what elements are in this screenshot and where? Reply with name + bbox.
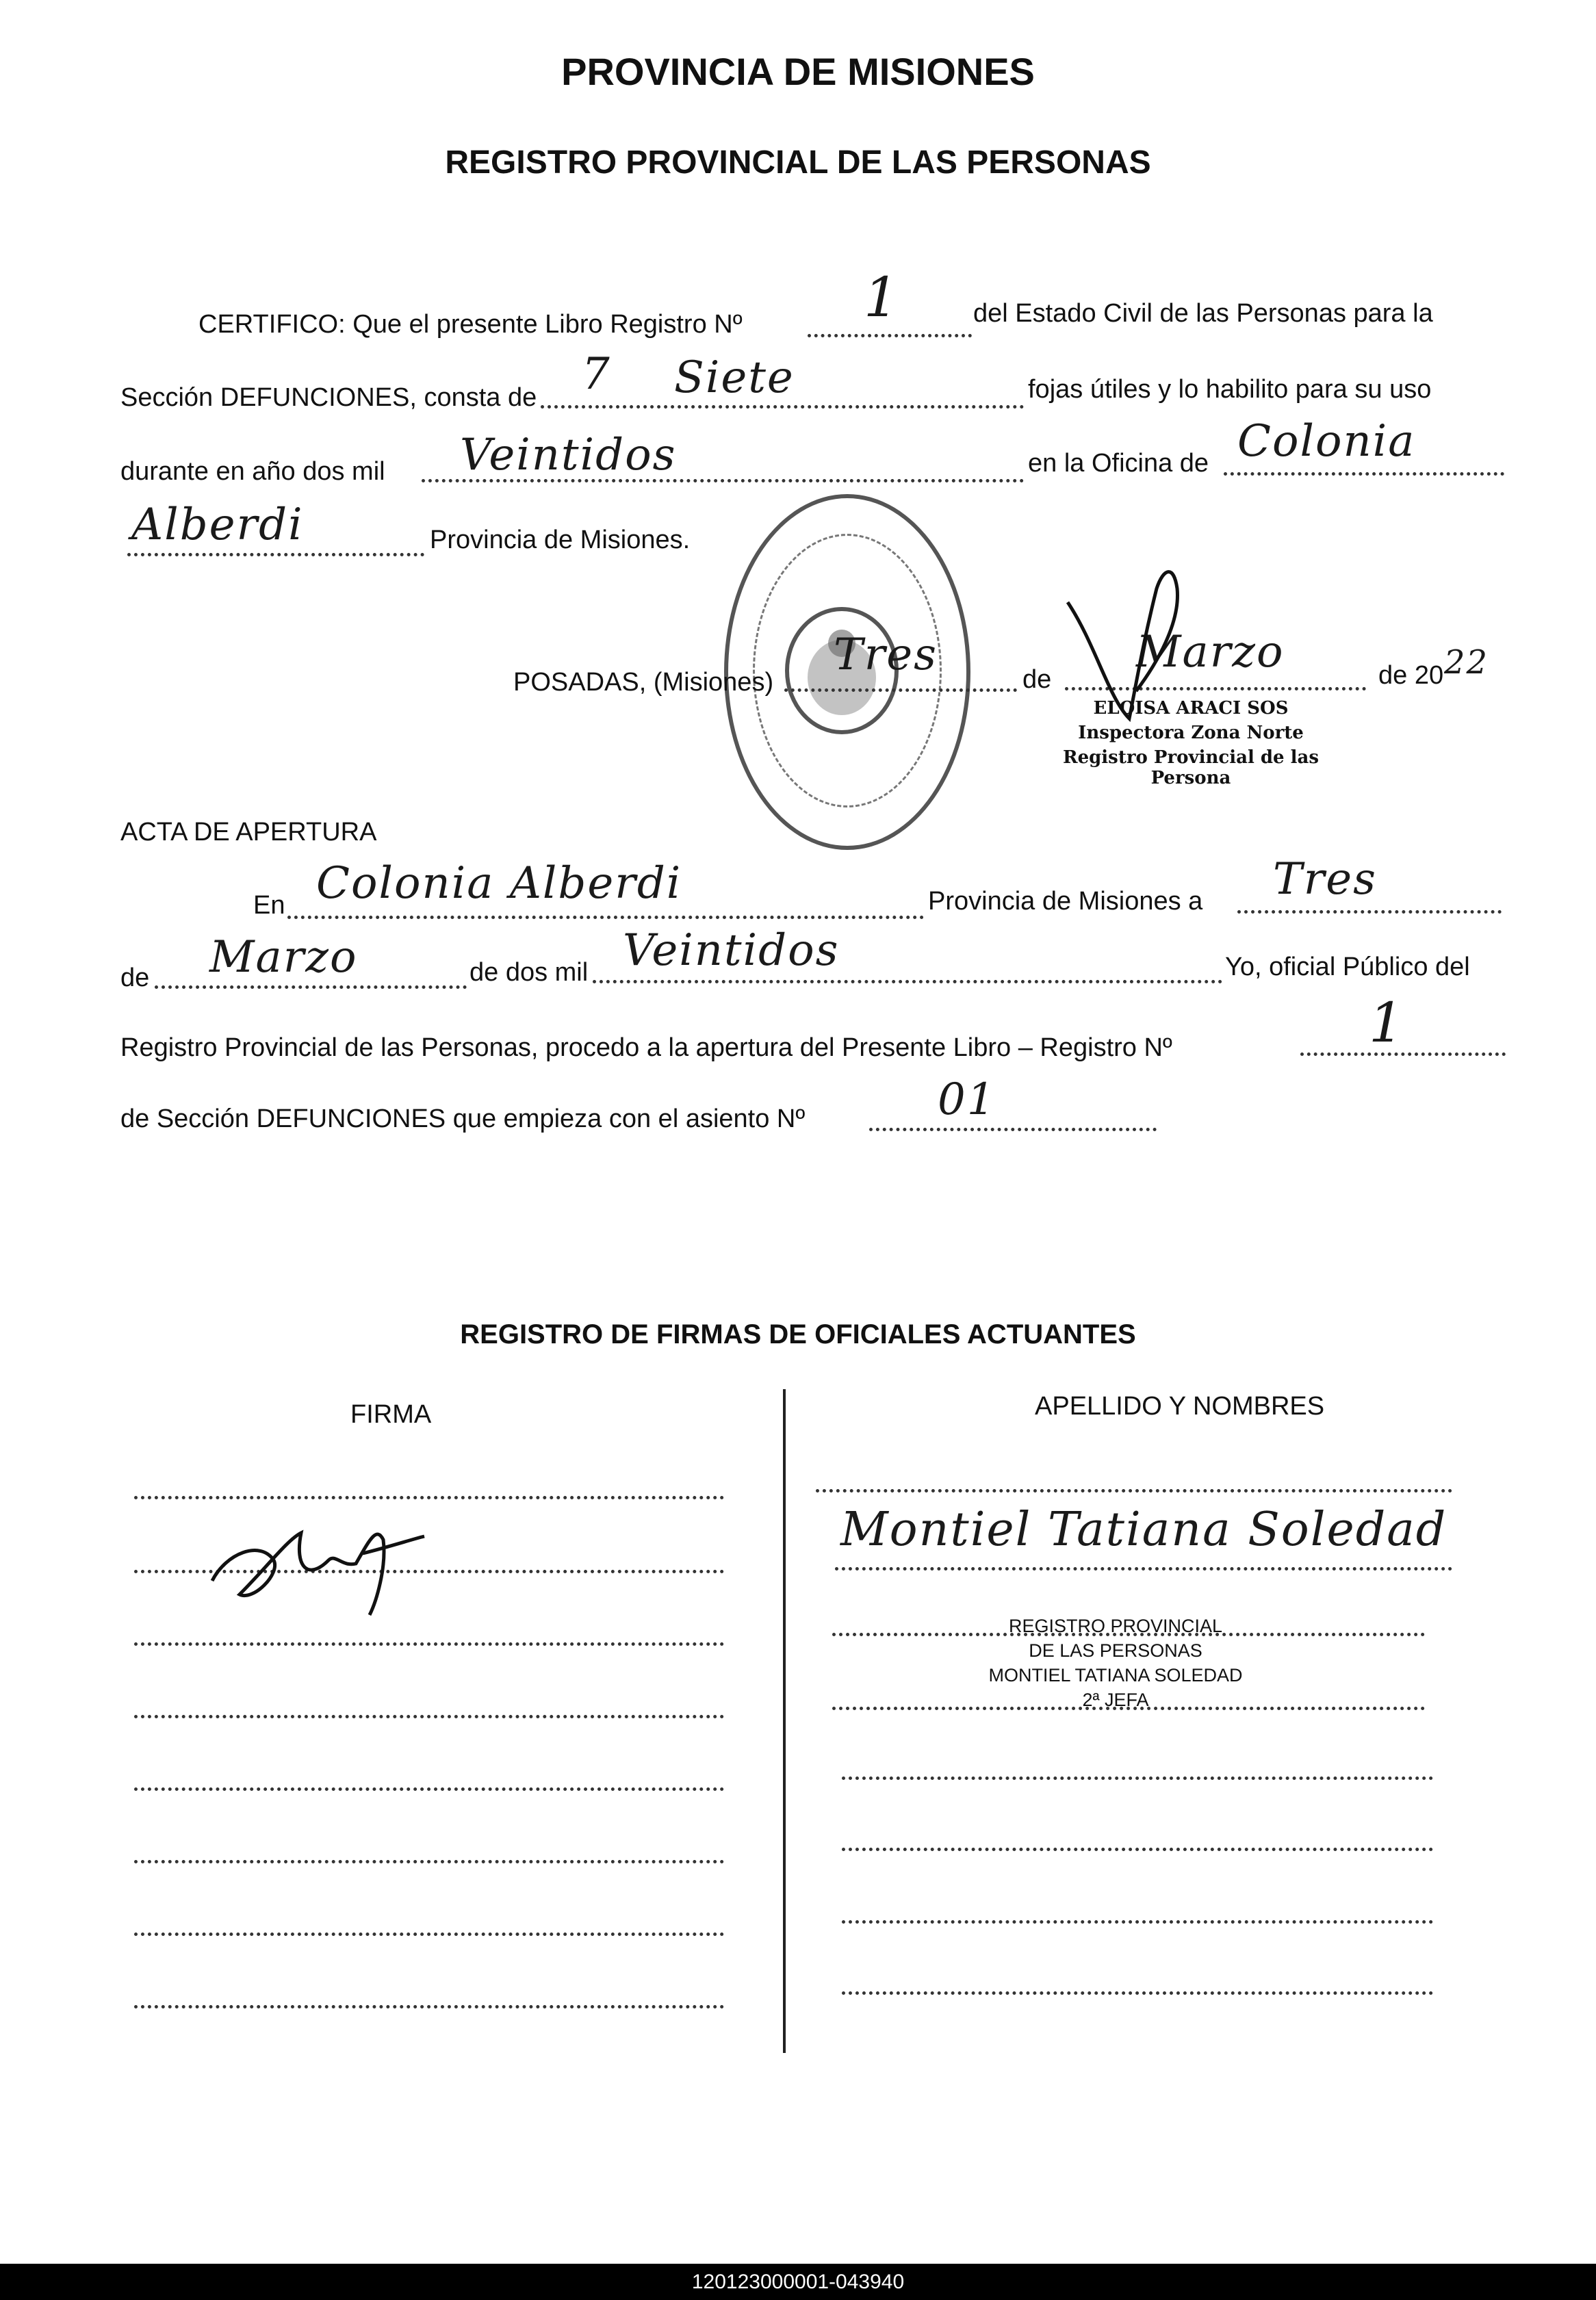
nombre-line-7 [842,1920,1433,1924]
nombre-line-5 [842,1776,1433,1780]
cert-line3-middle: en la Oficina de [1028,449,1209,478]
fecha-dia-handwritten: Tres [834,630,938,680]
cert-line4-suffix: Provincia de Misiones. [430,526,691,554]
acta-libro-handwritten: 1 [1369,991,1405,1055]
dotted-line [541,405,1024,409]
cert-line3-prefix: durante en año dos mil [120,457,385,486]
fecha-anio-handwritten: 22 [1444,643,1489,682]
nombre-line-6 [842,1848,1433,1851]
inspector-stamp-line2: Inspectora Zona Norte [1078,723,1304,743]
footer-code: 120123000001-043940 [691,2271,905,2293]
acta-dos-mil: de dos mil [469,958,589,987]
firma-line-3 [134,1642,724,1646]
dotted-line [1224,472,1504,476]
firmas-col-nombre: APELLIDO Y NOMBRES [1035,1392,1325,1421]
cert-line2-prefix: Sección DEFUNCIONES, consta de [120,383,537,412]
province-title: PROVINCIA DE MISIONES [561,50,1035,93]
anio-text-handwritten: Veintidos [460,430,677,480]
jefa-stamp [931,1614,1300,1712]
fecha-anio-prefix: de 20 [1378,661,1444,690]
oficina-handwritten-2: Alberdi [131,500,304,550]
acta-line4: de Sección DEFUNCIONES que empieza con el asiento Nº [120,1104,806,1133]
footer-bar [0,2264,1596,2300]
libro-number-handwritten: 1 [864,266,900,329]
firma-line-4 [134,1715,724,1718]
jefa-stamp-line2: DE LAS PERSONAS [1029,1640,1202,1661]
dotted-line [593,980,1222,983]
fojas-number-handwritten: 7 [582,349,611,400]
oficina-handwritten-1: Colonia [1237,416,1416,467]
nombre-line-8 [842,1991,1433,1995]
fojas-text-handwritten: Siete [674,352,795,403]
dotted-line [808,334,972,337]
acta-anio-handwritten: Veintidos [623,925,840,976]
acta-de: de [120,964,150,992]
official-signature [198,1499,459,1622]
registry-title: REGISTRO PROVINCIAL DE LAS PERSONAS [445,144,1151,181]
firmas-col-firma: FIRMA [350,1400,432,1429]
dotted-line [127,553,424,556]
inspector-stamp [1027,698,1355,788]
acta-prov-a: Provincia de Misiones a [928,887,1203,916]
firma-line-8 [134,2005,724,2008]
dotted-line [155,985,467,989]
column-divider [783,1389,786,2053]
acta-dia-handwritten: Tres [1273,854,1377,905]
firmas-heading: REGISTRO DE FIRMAS DE OFICIALES ACTUANTES [460,1319,1136,1349]
dotted-line [287,916,924,919]
acta-line3: Registro Provincial de las Personas, procedo a la apertura del Presente Libro – Registro Nº [120,1033,1172,1062]
acta-heading: ACTA DE APERTURA [120,818,377,847]
acta-mes-handwritten: Marzo [209,932,358,983]
cert-line2-suffix: fojas útiles y lo habilito para su uso [1028,375,1432,404]
cert-line1-prefix: CERTIFICO: Que el presente Libro Registro Nº [198,310,743,339]
acta-lugar-handwritten: Colonia Alberdi [316,858,682,909]
jefa-stamp-line4: 2ª JEFA [1082,1690,1149,1710]
inspector-stamp-line3: Registro Provincial de las Persona [1062,747,1320,788]
firma-line-7 [134,1933,724,1936]
jefa-stamp-line3: MONTIEL TATIANA SOLEDAD [988,1665,1243,1685]
dotted-line [784,688,1017,692]
nombre-line-2 [835,1567,1452,1571]
dotted-line [1237,910,1502,914]
fecha-prefix: POSADAS, (Misiones) [513,668,774,697]
nombre-line-1 [816,1489,1452,1493]
acta-en: En [253,891,285,920]
fecha-de: de [1022,665,1052,694]
cert-line1-suffix: del Estado Civil de las Personas para la [973,299,1433,328]
firma-line-6 [134,1860,724,1863]
jefa-stamp-line1: REGISTRO PROVINCIAL [1008,1616,1223,1636]
firma-line-5 [134,1787,724,1791]
acta-asiento-handwritten: 01 [938,1074,996,1125]
acta-yo: Yo, oficial Público del [1225,953,1470,981]
nombre-handwritten: Montiel Tatiana Soledad [840,1503,1447,1557]
inspector-stamp-line1: ELOISA ARACI SOS [1093,698,1289,719]
dotted-line [869,1128,1157,1131]
fecha-mes-handwritten: Marzo [1136,627,1285,677]
